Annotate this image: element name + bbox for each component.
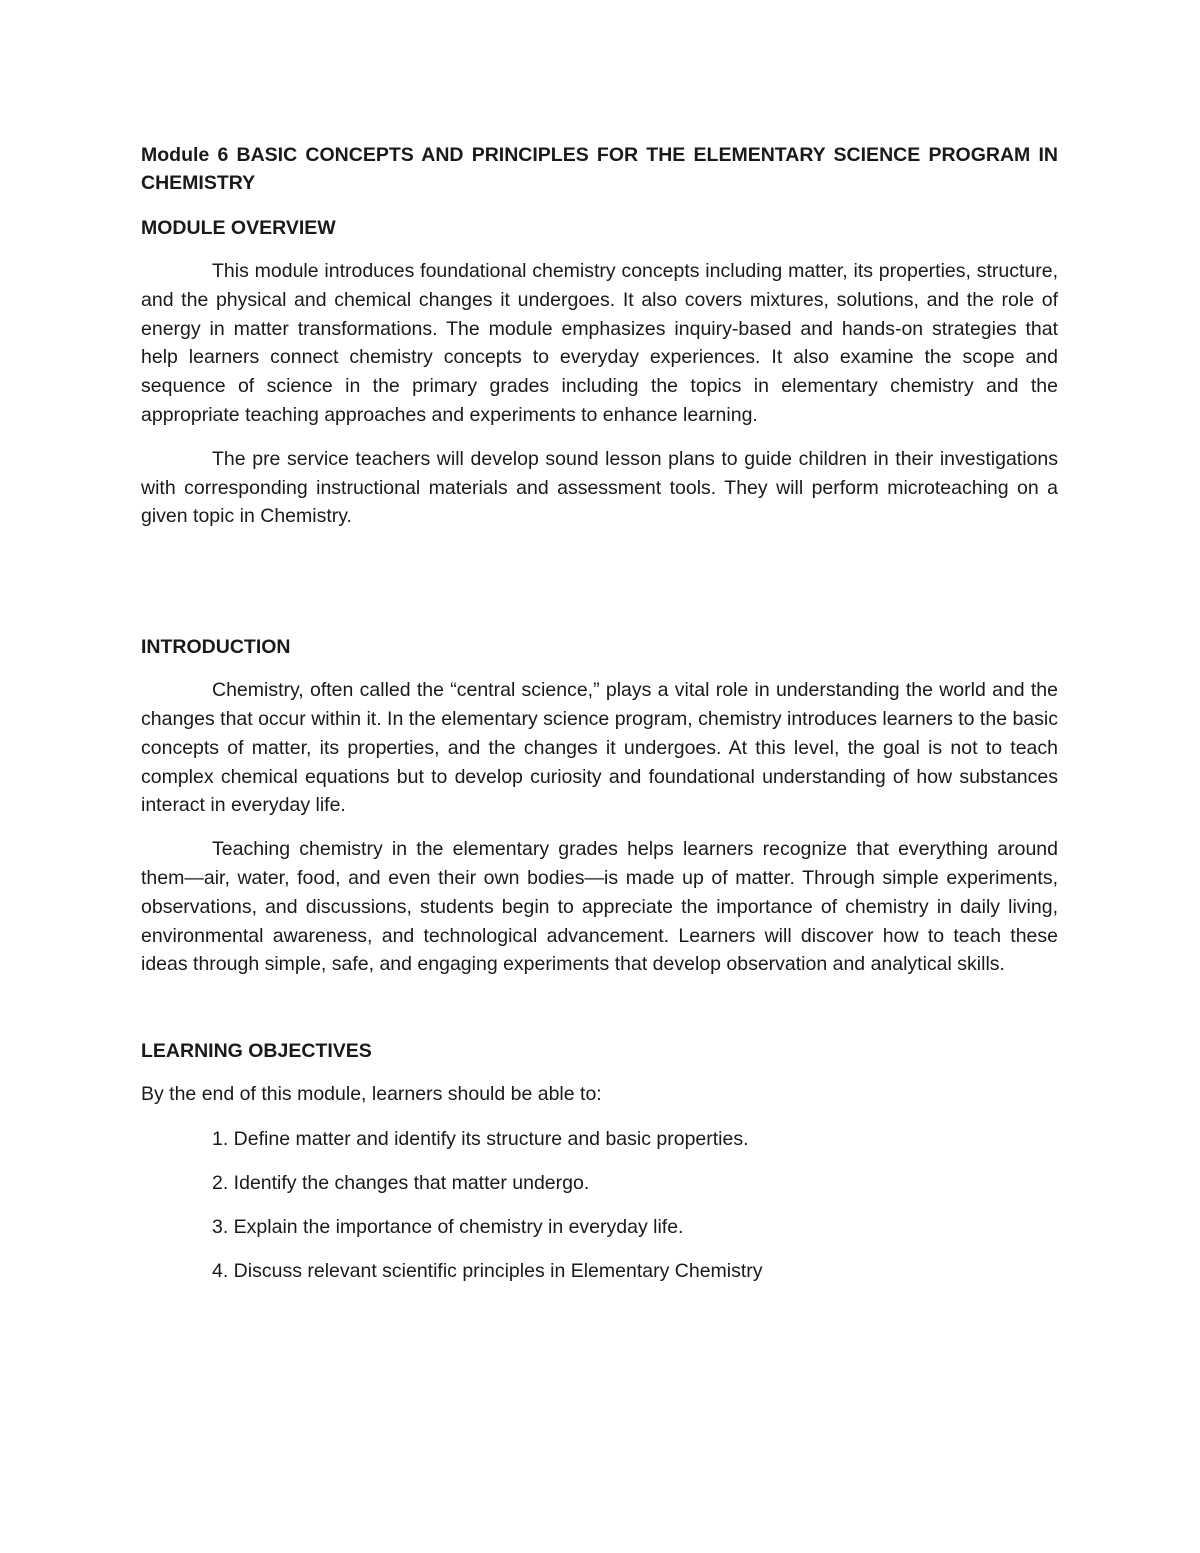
objective-item: 3. Explain the importance of chemistry in everyday life. xyxy=(212,1215,684,1238)
introduction-heading: INTRODUCTION xyxy=(141,636,291,659)
overview-paragraph-1: This module introduces foundational chemistry concepts including matter, its properties, structure, and the physical and chemical changes it undergoes. It also covers mixtures, solutions, and the role of energy in matter transformations. The module emphasizes inquiry-based and hands-on strategies that help learners connect chemistry concepts to everyday experiences. It also examine the scope and sequence of science in the primary grades including the topics in elementary chemistry and the appropriate teaching approaches and experiments to enhance learning. xyxy=(141,260,1058,426)
objective-item: 2. Identify the changes that matter undergo. xyxy=(212,1171,590,1194)
introduction-paragraph-2: Teaching chemistry in the elementary grades helps learners recognize that everything around them—air, water, food, and even their own bodies—is made up of matter. Through simple experiments, observations, and discussions, students begin to appreciate the importance of chemistry in daily living, environmental awareness, and technological advancement. Learners will discover how to teach these ideas through simple, safe, and engaging experiments that develop observation and analytical skills. xyxy=(141,838,1058,976)
introduction-paragraph-1: Chemistry, often called the “central science,” plays a vital role in understanding the world and the changes that occur within it. In the elementary science program, chemistry introduces learners to the basic concepts of matter, its properties, and the changes it undergoes. At this level, the goal is not to teach complex chemical equations but to develop curiosity and foundational understanding of how substances interact in everyday life. xyxy=(141,679,1058,817)
overview-paragraph-2: The pre service teachers will develop sound lesson plans to guide children in their investigations with corresponding instructional materials and assessment tools. They will perform microteaching on a given topic in Chemistry. xyxy=(141,447,1058,528)
objectives-list xyxy=(141,1125,1058,1285)
objective-item: 4. Discuss relevant scientific principles in Elementary Chemistry xyxy=(212,1259,763,1282)
objectives-heading: LEARNING OBJECTIVES xyxy=(141,1040,372,1063)
document-page xyxy=(141,141,1058,1285)
module-title: Module 6 BASIC CONCEPTS AND PRINCIPLES FOR THE ELEMENTARY SCIENCE PROGRAM IN CHEMISTRY xyxy=(141,144,1058,194)
objective-item: 1. Define matter and identify its structure and basic properties. xyxy=(212,1127,749,1150)
objectives-lead: By the end of this module, learners should be able to: xyxy=(141,1083,602,1106)
overview-heading: MODULE OVERVIEW xyxy=(141,217,336,239)
